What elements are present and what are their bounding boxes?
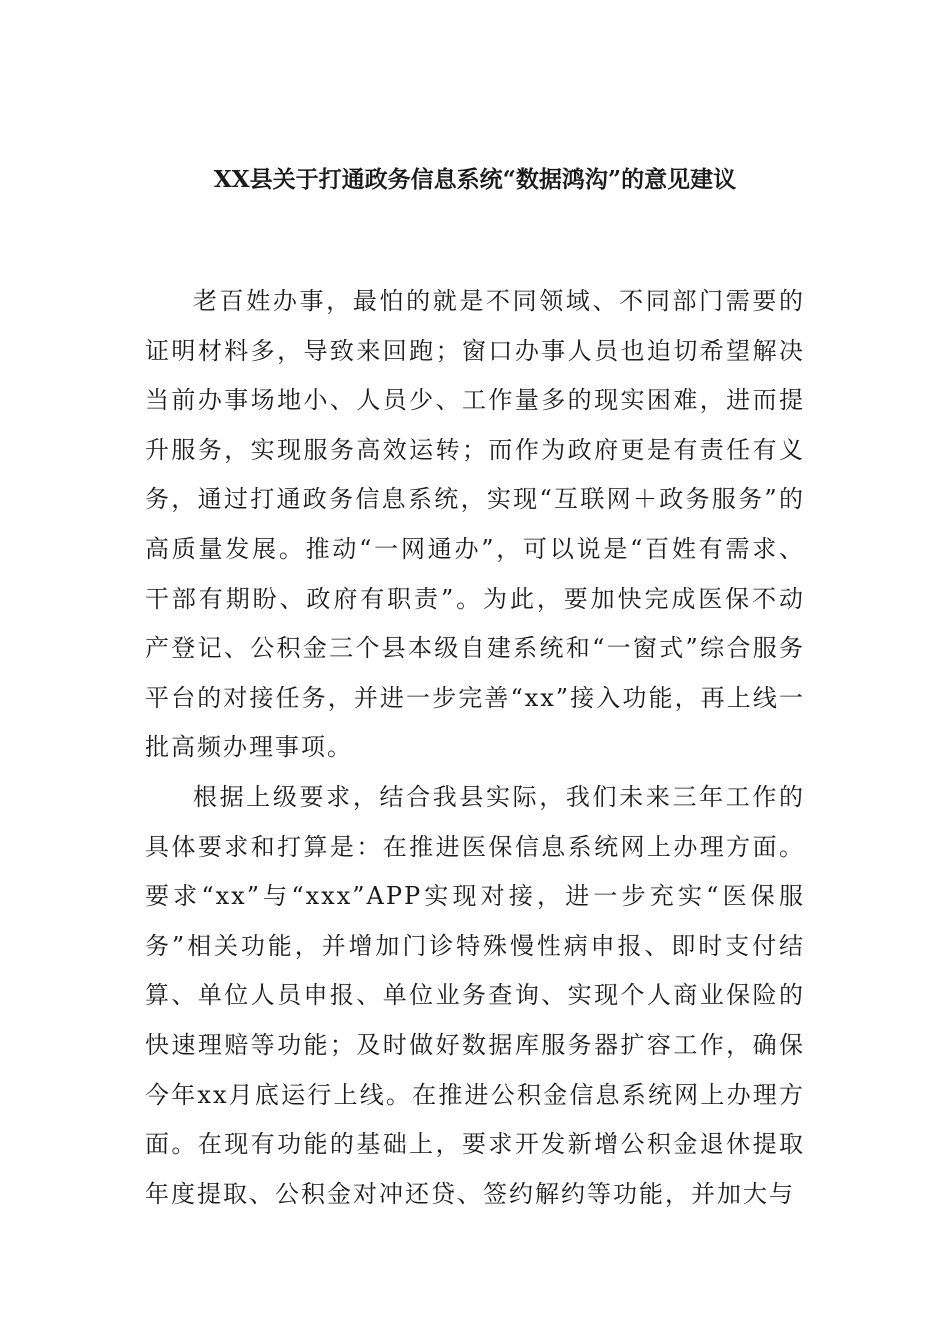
paragraph-2: 根据上级要求，结合我县实际，我们未来三年工作的具体要求和打算是：在推进医保信息系统网上办理方面。要求“xx”与“xxx”APP实现对接，进一步充实“医保服务”相关功能，并增加门诊特殊慢性病申报、即时支付结算、单位人员申报、单位业务查询、实现个人商业保险的快速理赔等功能；及时做好数据库服务器扩容工作，确保今年xx月底运行上线。在推进公积金信息系统网上办理方面。在现有功能的基础上，要求开发新增公积金退休提取年度提取、公积金对冲还贷、签约解约等功能，并加大与 bbox=[145, 782, 805, 1208]
paragraph-1: 老百姓办事，最怕的就是不同领域、不同部门需要的证明材料多，导致来回跑；窗口办事人员也迫切希望解决当前办事场地小、人员少、工作量多的现实困难，进而提升服务，实现服务高效运转；而作为政府更是有责任有义务，通过打通政务信息系统，实现“互联网＋政务服务”的高质量发展。推动“一网通办”，可以说是“百姓有需求、干部有期盼、政府有职责”。为此，要加快完成医保不动产登记、公积金三个县本级自建系统和“一窗式”综合服务平台的对接任务，并进一步完善“xx”接入功能，再上线一批高频办理事项。 bbox=[145, 287, 805, 762]
document-title: XX县关于打通政务信息系统“数据鸿沟”的意见建议 bbox=[213, 166, 737, 193]
document-body bbox=[145, 277, 805, 1219]
